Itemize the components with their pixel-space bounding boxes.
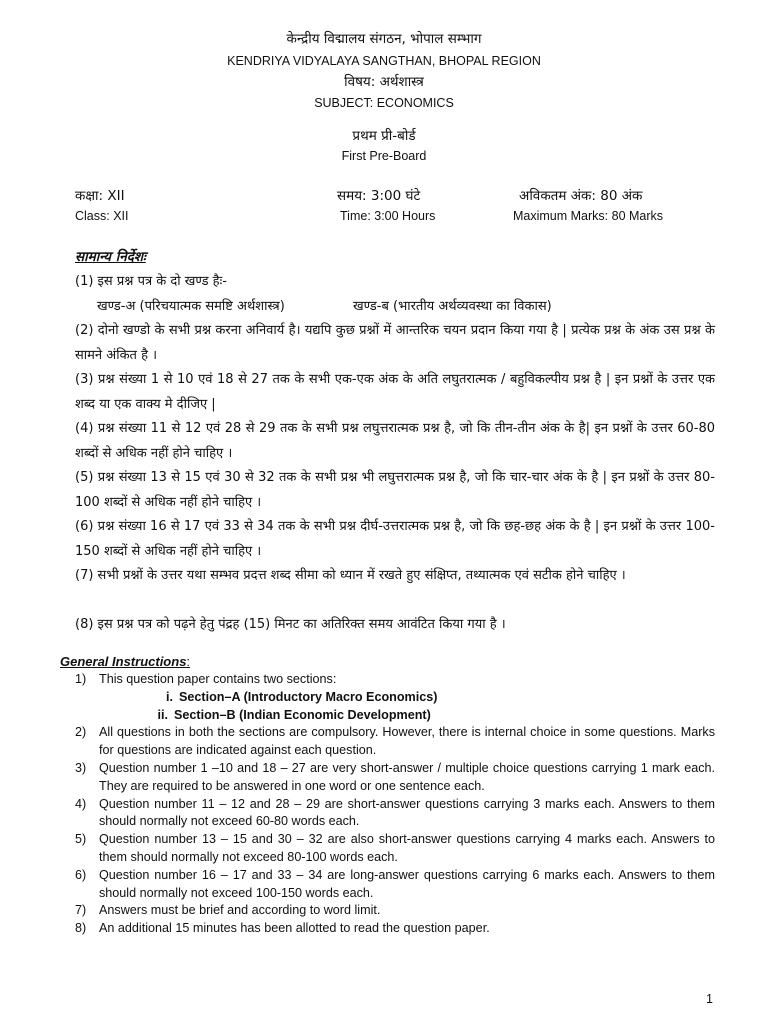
list-item-text: All questions in both the sections are compulsory. However, there is internal choice in some questions. Marks for questions are indicated against each question. — [99, 725, 715, 758]
class-hindi: कक्षा: XII — [75, 188, 125, 204]
sub-item-number: ii. — [157, 707, 168, 722]
hindi-section-a: खण्ड-अ (परिचयात्मक समष्टि अर्थशास्त्र) — [97, 299, 285, 314]
hindi-item-4: (4) प्रश्न संख्या 11 से 12 एवं 28 से 29 तक के सभी प्रश्न लघुत्तरात्मक प्रश्न है, जो कि तीन-तीन अंक के है| इन प्रश्नों के उत्तर 60-80 शब्दों से अधिक नहीं होने चाहिए । — [75, 421, 715, 461]
list-item — [75, 760, 715, 796]
list-item — [75, 920, 715, 938]
subject-hindi: विषय: अर्थशास्त्र — [344, 74, 424, 90]
sub-item-section-b — [75, 707, 715, 725]
general-instructions-colon: : — [186, 654, 191, 669]
sub-item-text: Section–B (Indian Economic Development) — [174, 707, 431, 722]
hindi-item-6: (6) प्रश्न संख्या 16 से 17 एवं 33 से 34 तक के सभी प्रश्न दीर्घ-उत्तरात्मक प्रश्न है, जो कि छह-छह अंक के है | इन प्रश्नों के उत्तर 100-150 शब्दों से अधिक नहीं होने चाहिए । — [75, 519, 715, 559]
list-item — [75, 724, 715, 760]
list-item-number: 3) — [75, 760, 87, 775]
time-hindi: समय: 3:00 घंटे — [337, 188, 421, 204]
sub-item-number: i. — [166, 689, 173, 704]
list-item-text: This question paper contains two sections: — [99, 672, 337, 686]
hindi-item-1: (1) इस प्रश्न पत्र के दो खण्ड हैः- — [75, 274, 227, 289]
sub-item-section-a — [75, 689, 715, 707]
org-title-hindi: केन्द्रीय विद्मालय संगठन, भोपाल सम्भाग — [286, 31, 482, 47]
class-english: Class: XII — [75, 209, 129, 223]
exam-title-english: First Pre-Board — [341, 149, 427, 163]
hindi-item-5: (5) प्रश्न संख्या 13 से 15 एवं 30 से 32 तक के सभी प्रश्न भी लघुत्तरात्मक प्रश्न है, जो कि चार-चार अंक के है | इन प्रश्नों के उत्तर 80-100 शब्दों से अधिक नहीं होने चाहिए । — [75, 470, 715, 510]
sub-item-text: Section–A (Introductory Macro Economics) — [179, 689, 438, 704]
list-item-text: Question number 11 – 12 and 28 – 29 are short-answer questions carrying 3 marks each. Answers to them should normally not exceed 60-80 words each. — [99, 796, 715, 829]
list-item-text: An additional 15 minutes has been allotted to read the question paper. — [99, 921, 490, 936]
list-item-text: Question number 13 – 15 and 30 – 32 are also short-answer questions carrying 4 marks each. Answers to them should normally not exceed 80-100 words each. — [99, 832, 715, 864]
subject-english: SUBJECT: ECONOMICS — [314, 96, 454, 110]
list-item — [75, 831, 715, 867]
general-instructions-title-text: General Instructions — [60, 654, 187, 669]
hindi-item-2: (2) दोनो खण्डो के सभी प्रश्न करना अनिवार्य है। यद्यपि कुछ प्रश्नों में आन्तरिक चयन प्रदान किया गया है | प्रत्येक प्रश्न के अंक उस प्रश्न के सामने अंकित है । — [75, 323, 715, 363]
general-instructions-title — [60, 654, 190, 669]
list-item-number: 2) — [75, 725, 87, 740]
list-item — [75, 867, 715, 903]
hindi-item-3: (3) प्रश्न संख्या 1 से 10 एवं 18 से 27 तक के सभी एक-एक अंक के अति लघुतरात्मक / बहुविकल्पीय प्रश्न है | इन प्रश्नों के उत्तर एक शब्द या एक वाक्य मे दीजिए | — [75, 372, 715, 412]
marks-english: Maximum Marks: 80 Marks — [513, 209, 664, 223]
hindi-instructions-title: सामान्य निर्देशः — [75, 249, 146, 265]
list-item-number: 1) — [75, 672, 87, 686]
general-instructions-list — [75, 671, 715, 938]
org-title-english: KENDRIYA VIDYALAYA SANGTHAN, BHOPAL REGION — [227, 54, 541, 68]
list-item-number: 7) — [75, 903, 87, 918]
list-item-number: 6) — [75, 867, 87, 882]
exam-title-hindi: प्रथम प्री-बोर्ड — [352, 128, 416, 144]
list-item-text: Question number 16 – 17 and 33 – 34 are long-answer questions carrying 6 marks each. Answers to them should normally not exceed 100-150 words each. — [99, 867, 715, 900]
list-item — [75, 671, 715, 689]
list-item-number: 5) — [75, 832, 87, 847]
page-number: 1 — [706, 992, 713, 1006]
hindi-item-7: (7) सभी प्रश्नों के उत्तर यथा सम्भव प्रदत्त शब्द सीमा को ध्यान में रखते हुए संक्षिप्त, तथ्यात्मक एवं सटीक होने चाहिए । — [75, 568, 626, 583]
list-item — [75, 796, 715, 832]
marks-hindi: अविकतम अंक: 80 अंक — [519, 188, 643, 204]
list-item-number: 4) — [75, 796, 87, 811]
time-english: Time: 3:00 Hours — [340, 209, 436, 223]
list-item-text: Answers must be brief and according to word limit. — [99, 903, 381, 918]
hindi-section-b: खण्ड-ब (भारतीय अर्थव्यवस्था का विकास) — [353, 299, 552, 314]
list-item-number: 8) — [75, 921, 87, 936]
list-item — [75, 902, 715, 920]
hindi-item-8: (8) इस प्रश्न पत्र को पढ़ने हेतु पंद्रह (15) मिनट का अतिरिक्त समय आवंटित किया गया है । — [75, 617, 506, 632]
list-item-text: Question number 1 –10 and 18 – 27 are very short-answer / multiple choice questions carrying 1 mark each. They are required to be answered in one word or one sentence each. — [99, 760, 715, 793]
